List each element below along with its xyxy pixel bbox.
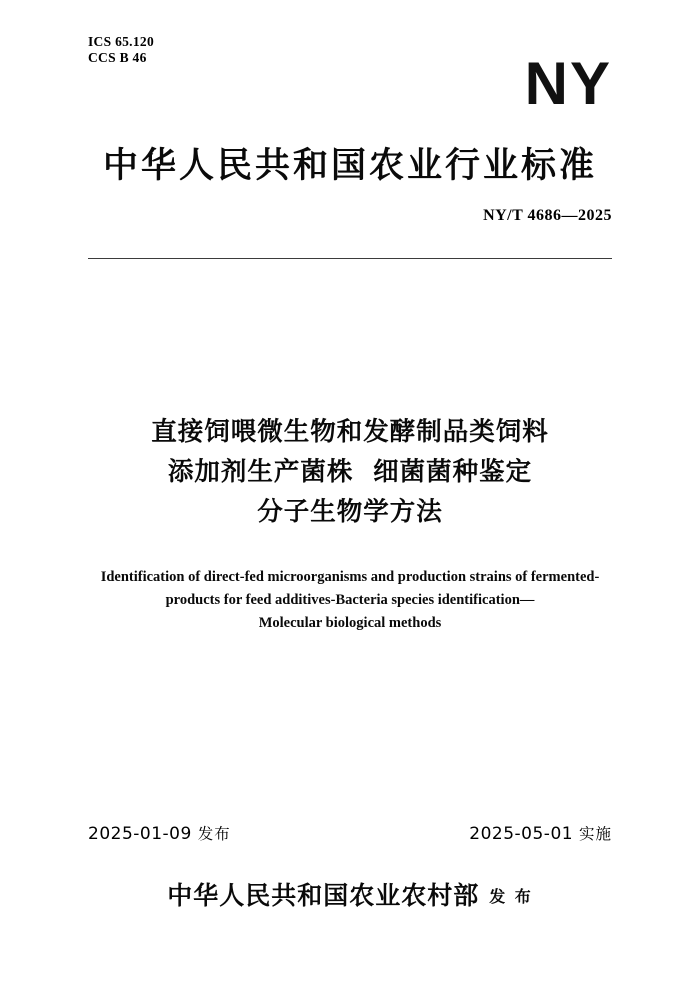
effective-date-block: [469, 822, 612, 844]
title-en-line-2: products for feed additives-Bacteria species identification—: [165, 592, 535, 608]
document-title-chinese: [100, 412, 600, 532]
header-divider: [88, 258, 612, 259]
effective-date: 2025-05-01: [469, 824, 574, 844]
issue-date-label: 发布: [197, 825, 231, 843]
issue-date: 2025-01-09: [88, 824, 192, 844]
standard-number: NY/T 4686—2025: [483, 207, 612, 224]
title-en-line-3: Molecular biological methods: [258, 615, 442, 631]
ccs-code: CCS B 46: [88, 50, 147, 65]
ics-code: ICS 65.120: [88, 34, 155, 49]
issuer-publish-label: 发 布: [489, 887, 533, 906]
issuer-name: 中华人民共和国农业农村部: [167, 881, 480, 910]
document-title-english: [75, 566, 625, 635]
title-cn-line-3: 分子生物学方法: [257, 497, 443, 527]
cover-header: [88, 34, 612, 154]
issue-date-block: [88, 822, 231, 844]
ny-logo: NY: [524, 50, 612, 117]
dates-row: [88, 822, 612, 848]
title-en-line-1: Identification of direct-fed microorganisms and production strains of fermented-: [100, 569, 600, 585]
series-title: 中华人民共和国农业行业标准: [102, 146, 597, 186]
title-cn-line-2: 添加剂生产菌株 细菌菌种鉴定: [167, 457, 533, 487]
effective-date-label: 实施: [578, 825, 612, 843]
title-cn-line-1: 直接饲喂微生物和发酵制品类饲料: [151, 417, 549, 447]
issuer-block: [0, 876, 700, 912]
classification-codes: [88, 34, 154, 66]
